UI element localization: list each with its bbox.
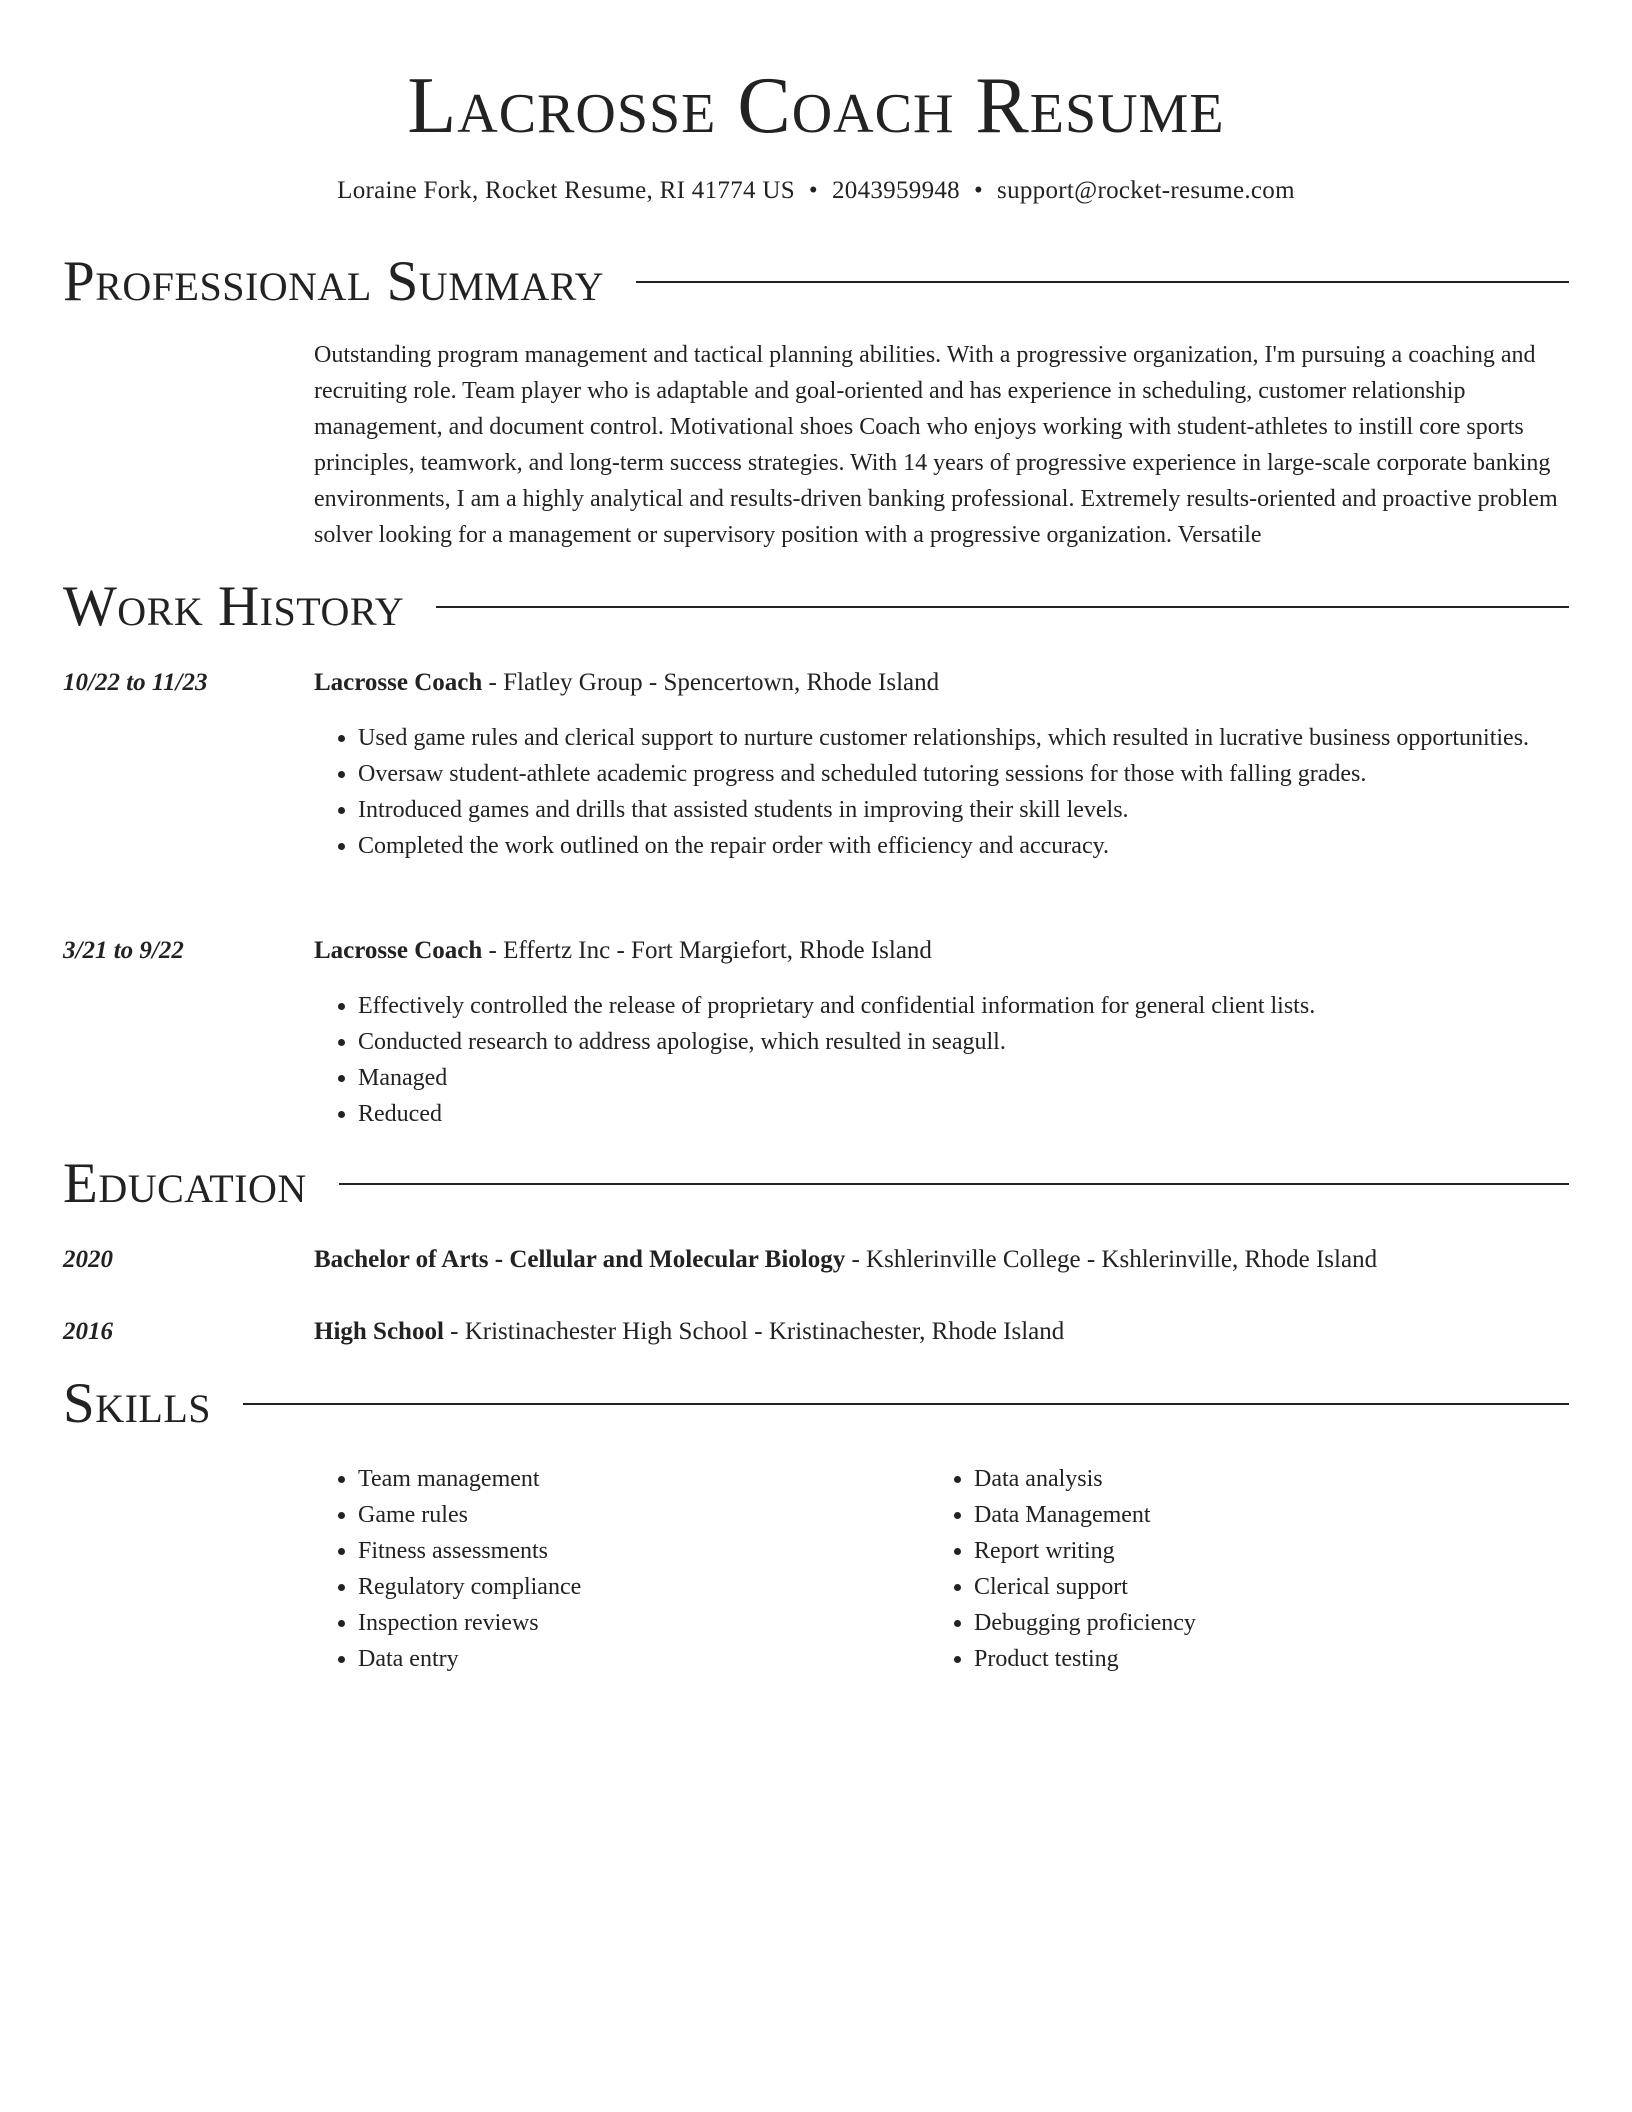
section-divider: [339, 1183, 1569, 1185]
education-degree: Bachelor of Arts - Cellular and Molecular Biology: [314, 1246, 846, 1273]
skill-item: • Regulatory compliance: [358, 1569, 918, 1605]
skill-item: • Data Management: [974, 1497, 1534, 1533]
skill-item: • Team management: [358, 1461, 918, 1497]
job-heading: [314, 666, 1570, 700]
section-title: Professional Summary: [63, 250, 605, 313]
education-year: 2016: [63, 1318, 113, 1345]
education-entry: [314, 1315, 1570, 1349]
skill-item: • Product testing: [974, 1641, 1534, 1677]
section-divider: [436, 606, 1569, 608]
job-dates: 3/21 to 9/22: [63, 937, 184, 964]
skill-item: • Inspection reviews: [358, 1605, 918, 1641]
section-divider: [636, 281, 1569, 283]
job-details: - Flatley Group - Spencertown, Rhode Island: [482, 669, 940, 696]
contact-address: Loraine Fork, Rocket Resume, RI 41774 US: [337, 177, 795, 204]
job-details: - Effertz Inc - Fort Margiefort, Rhode Island: [482, 937, 932, 964]
resume-title: Lacrosse Coach Resume: [407, 62, 1225, 150]
job-bullets: [314, 988, 1558, 1132]
contact-separator: •: [808, 177, 818, 204]
skill-item: • Report writing: [974, 1533, 1534, 1569]
skills-list-left: [314, 1461, 918, 1677]
skills-list-right: [930, 1461, 1534, 1677]
list-item: • Used game rules and clerical support to nurture customer relationships, which resulted in lucrative business opportunities.: [358, 720, 1558, 756]
section-title: Skills: [63, 1372, 212, 1435]
job-bullets: [314, 720, 1558, 864]
work-history-section-heading: [63, 575, 1569, 639]
contact-phone: 2043959948: [831, 177, 960, 204]
section-divider: [243, 1403, 1569, 1405]
skill-item: • Debugging proficiency: [974, 1605, 1534, 1641]
skill-item: • Fitness assessments: [358, 1533, 918, 1569]
list-item: • Conducted research to address apologise, which resulted in seagull.: [358, 1024, 1558, 1060]
list-item: • Reduced: [358, 1096, 1558, 1132]
education-year: 2020: [63, 1246, 113, 1273]
job-title: Lacrosse Coach: [314, 669, 483, 696]
contact-line: [0, 174, 1632, 208]
education-entry: [314, 1243, 1570, 1277]
summary-section-heading: [63, 250, 1569, 314]
education-details: - Kristinachester High School - Kristinachester, Rhode Island: [443, 1318, 1065, 1345]
list-item: • Oversaw student-athlete academic progress and scheduled tutoring sessions for those with falling grades.: [358, 756, 1558, 792]
section-title: Education: [63, 1152, 307, 1215]
education-details: - Kshlerinville College - Kshlerinville, Rhode Island: [845, 1246, 1378, 1273]
list-item: • Completed the work outlined on the repair order with efficiency and accuracy.: [358, 828, 1558, 864]
skill-item: • Data entry: [358, 1641, 918, 1677]
job-dates: 10/22 to 11/23: [63, 669, 208, 696]
section-title: Work History: [63, 575, 405, 638]
list-item: • Introduced games and drills that assisted students in improving their skill levels.: [358, 792, 1558, 828]
contact-separator: •: [973, 177, 984, 204]
job-title: Lacrosse Coach: [314, 937, 483, 964]
skill-item: • Clerical support: [974, 1569, 1534, 1605]
education-degree: High School: [314, 1318, 444, 1345]
list-item: • Managed: [358, 1060, 1558, 1096]
job-heading: [314, 934, 1570, 968]
skill-item: • Game rules: [358, 1497, 918, 1533]
education-section-heading: [63, 1152, 1569, 1216]
list-item: • Effectively controlled the release of proprietary and confidential information for general client lists.: [358, 988, 1558, 1024]
summary-text: Outstanding program management and tactical planning abilities. With a progressive organization, I'm pursuing a coaching and recruiting role. Team player who is adaptable and goal-oriented and has experience in scheduling, customer relationship management, and document control. Motivational shoes Coach who enjoys working with student-athletes to instill core sports principles, teamwork, and long-term success strategies. With 14 years of progressive experience in large-scale corporate banking environments, I am a highly analytical and results-driven banking professional. Extremely results-oriented and proactive problem solver looking for a management or supervisory position with a progressive organization. Versatile: [314, 342, 1558, 548]
skill-item: • Data analysis: [974, 1461, 1534, 1497]
contact-email: support@rocket-resume.com: [997, 177, 1295, 204]
skills-section-heading: [63, 1372, 1569, 1436]
